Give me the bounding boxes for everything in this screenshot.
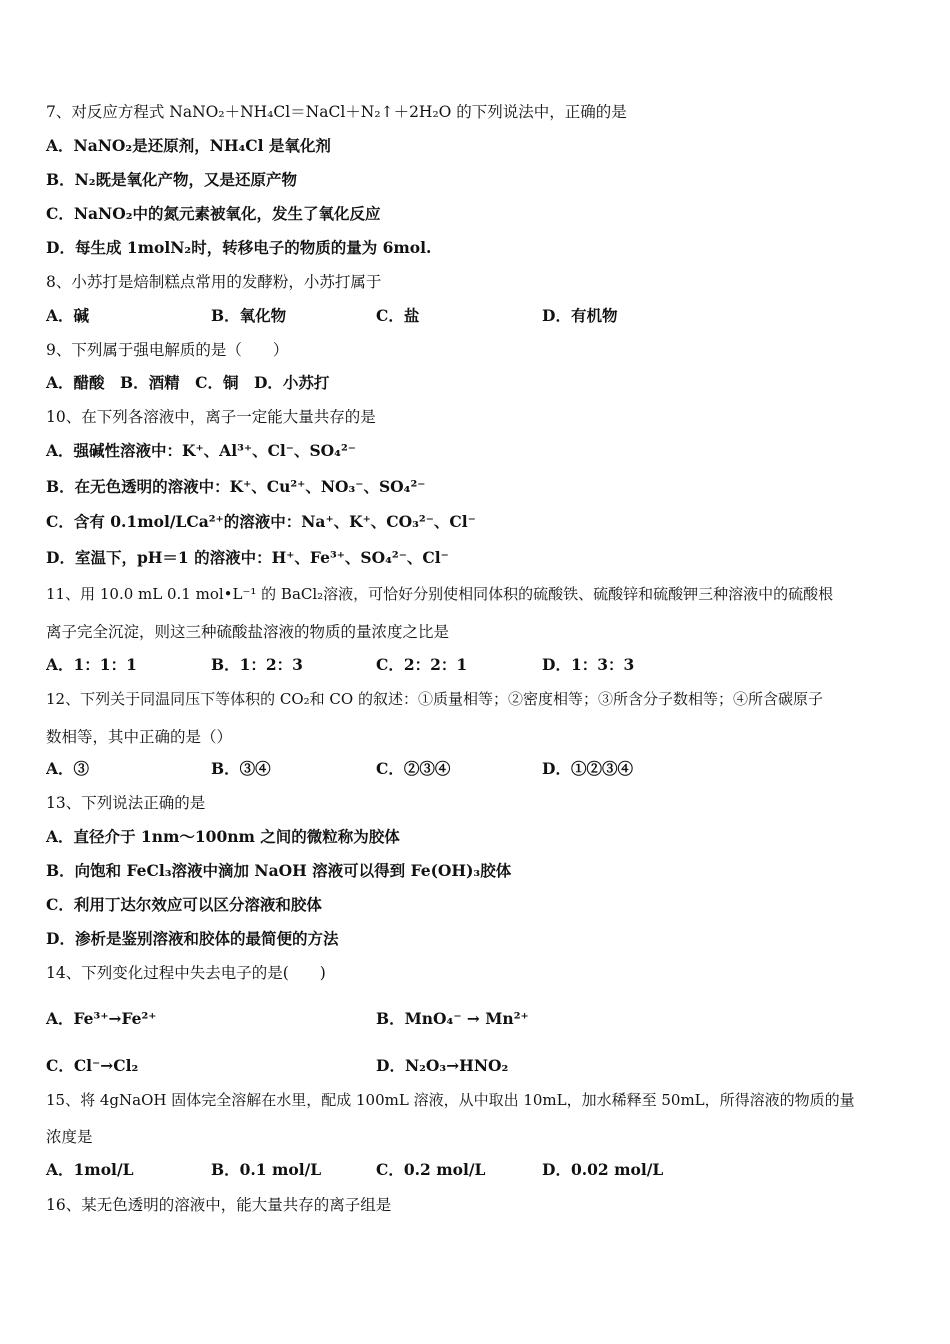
- option-b: B．氧化物: [211, 306, 287, 325]
- question-stem: 14、下列变化过程中失去电子的是( ): [46, 964, 326, 982]
- option-c: C．2：2：1: [376, 655, 468, 674]
- option-d: D．①②③④: [542, 759, 633, 778]
- question-stem: 12、下列关于同温同压下等体积的 CO₂和 CO 的叙述：①质量相等；②密度相等；③所含分子数相等；④所含碳原子: [46, 690, 823, 708]
- option-a: A．直径介于 1nm～100nm 之间的微粒称为胶体: [46, 827, 400, 846]
- question-stem-continued: 数相等，其中正确的是（）: [46, 728, 233, 746]
- question-stem: 13、下列说法正确的是: [46, 794, 206, 812]
- question-stem: 8、小苏打是焙制糕点常用的发酵粉，小苏打属于: [46, 273, 382, 291]
- option-a: A．Fe³⁺→Fe²⁺: [46, 1009, 157, 1028]
- option-a: A．1mol/L: [46, 1160, 134, 1179]
- question-stem: 15、将 4gNaOH 固体完全溶解在水里，配成 100mL 溶液，从中取出 10mL，加水稀释至 50mL，所得溶液的物质的量: [46, 1091, 855, 1109]
- option-a: A．1：1：1: [46, 655, 137, 674]
- option-b: B．0.1 mol/L: [211, 1160, 322, 1179]
- option-d: D．每生成 1molN₂时，转移电子的物质的量为 6mol.: [46, 238, 432, 257]
- option-a: A．强碱性溶液中：K⁺、Al³⁺、Cl⁻、SO₄²⁻: [46, 441, 356, 460]
- option-a: A．碱: [46, 306, 90, 325]
- option-c: C．NaNO₂中的氮元素被氧化，发生了氧化反应: [46, 204, 381, 223]
- question-stem: 10、在下列各溶液中，离子一定能大量共存的是: [46, 408, 376, 426]
- question-stem-continued: 离子完全沉淀，则这三种硫酸盐溶液的物质的量浓度之比是: [46, 623, 450, 641]
- option-d: D．室温下，pH＝1 的溶液中：H⁺、Fe³⁺、SO₄²⁻、Cl⁻: [46, 548, 449, 567]
- option-d: D．渗析是鉴别溶液和胶体的最简便的方法: [46, 929, 339, 948]
- option-b: B．N₂既是氧化产物，又是还原产物: [46, 170, 298, 189]
- question-stem: 16、某无色透明的溶液中，能大量共存的离子组是: [46, 1196, 392, 1214]
- option-b: B．向饱和 FeCl₃溶液中滴加 NaOH 溶液可以得到 Fe(OH)₃胶体: [46, 861, 512, 880]
- option-b: B．MnO₄⁻ → Mn²⁺: [376, 1009, 529, 1028]
- question-stem: 7、对反应方程式 NaNO₂＋NH₄Cl＝NaCl＋N₂↑＋2H₂O 的下列说法中，正确的是: [46, 103, 627, 121]
- question-stem: 9、下列属于强电解质的是（ ）: [46, 341, 289, 359]
- question-stem-continued: 浓度是: [46, 1128, 93, 1146]
- option-a: A．NaNO₂是还原剂，NH₄Cl 是氧化剂: [46, 136, 331, 155]
- option-c: C．盐: [376, 306, 420, 325]
- option-d: D．0.02 mol/L: [542, 1160, 664, 1179]
- option-c: C．②③④: [376, 759, 451, 778]
- option-c: C．Cl⁻→Cl₂: [46, 1056, 139, 1075]
- option-c: C．含有 0.1mol/LCa²⁺的溶液中：Na⁺、K⁺、CO₃²⁻、Cl⁻: [46, 512, 476, 531]
- question-stem: 11、用 10.0 mL 0.1 mol•L⁻¹ 的 BaCl₂溶液，可恰好分别使相同体积的硫酸铁、硫酸锌和硫酸钾三种溶液中的硫酸根: [46, 585, 834, 603]
- option-c: C．0.2 mol/L: [376, 1160, 486, 1179]
- option-b: B．③④: [211, 759, 271, 778]
- option-d: D．有机物: [542, 306, 618, 325]
- option-d: D．N₂O₃→HNO₂: [376, 1056, 509, 1075]
- option-b: B．在无色透明的溶液中：K⁺、Cu²⁺、NO₃⁻、SO₄²⁻: [46, 477, 426, 496]
- option-d: D．1：3：3: [542, 655, 635, 674]
- option-b: B．1：2：3: [211, 655, 303, 674]
- option-a: A．③: [46, 759, 90, 778]
- option-c: C．利用丁达尔效应可以区分溶液和胶体: [46, 895, 322, 914]
- options: A．醋酸 B．酒精 C．铜 D．小苏打: [46, 373, 330, 392]
